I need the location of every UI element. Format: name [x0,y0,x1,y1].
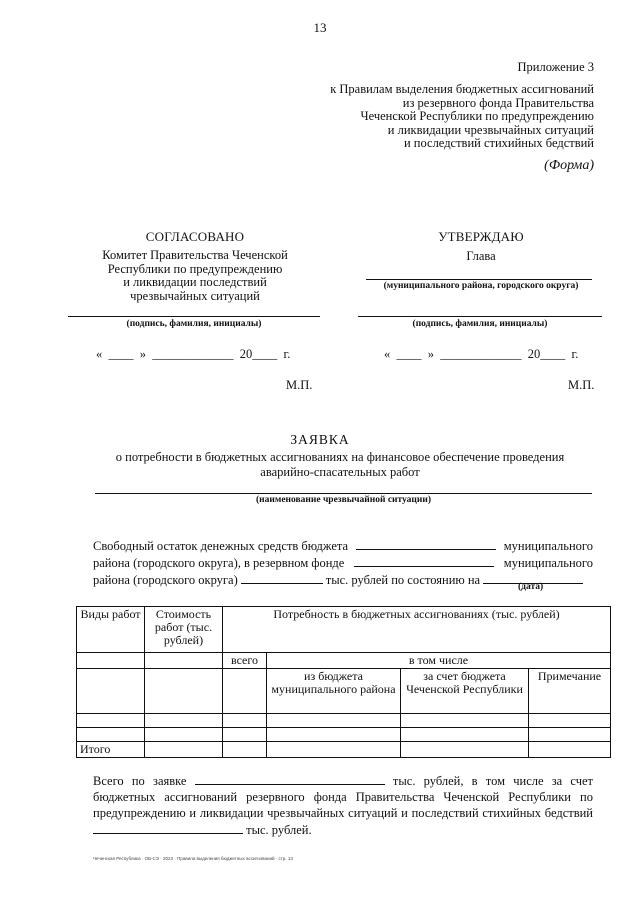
annex-line: и ликвидации чрезвычайных ситуаций [387,122,594,137]
header-including: в том числе [267,653,611,669]
balance-text: тыс. рублей по состоянию на [325,573,481,587]
header-need: Потребность в бюджетных ассигнованиях (тыс. рублей) [223,607,611,653]
approve-stamp-label: М.П. [568,378,595,392]
summary-total-blank [195,772,385,785]
table-row [77,607,611,653]
table-cell [145,728,223,742]
annex-line: к Правилам выделения бюджетных ассигнований [330,82,594,96]
header-municipal: из бюджета муниципального района [267,669,401,714]
situation-caption: (наименование чрезвычайной ситуации) [255,495,432,505]
amount-blank [241,571,323,584]
agreed-signature-line [68,316,320,317]
table-cell [401,728,529,742]
table-row [77,653,611,669]
annex-line: и последствий стихийных бедствий [403,136,594,150]
balance-paragraph [93,537,593,588]
header-republic: за счет бюджета Чеченской Республики [401,669,529,714]
table-cell [223,728,267,742]
balance-text: района (городского округа) [93,573,238,587]
table-cell [401,742,529,758]
approve-date-line: « ____ » _____________ 20____ г. [384,347,579,361]
agreed-date-line: « ____ » _____________ 20____ г. [96,347,291,361]
table-cell [77,714,145,728]
table-cell [223,669,267,714]
balance-text: муниципального [503,556,593,570]
balance-text: района (городского округа), в резервном фонде [93,556,345,570]
table-row [77,669,611,714]
footer-note: Чеченская Республика · ОБ-СЭ · 2023 · Правила выделения бюджетных ассигнований · стр. 13 [93,856,293,861]
table-cell [267,742,401,758]
table-row [77,714,611,728]
agreed-org-line: и ликвидации последствий [123,275,267,289]
header-total: всего [223,653,267,669]
agreed-heading: СОГЛАСОВАНО [145,229,245,244]
request-subtitle-line: аварийно-спасательных работ [260,465,420,479]
annex-title: Приложение 3 [517,60,594,74]
table-cell [529,742,611,758]
table-cell [145,653,223,669]
balance-blank [356,537,496,550]
summary-reserve-blank [93,821,243,834]
approve-heading: УТВЕРЖДАЮ [438,229,524,244]
balance-text: Свободный остаток денежных средств бюджета [93,539,349,553]
agreed-signature-caption: (подпись, фамилия, инициалы) [126,319,262,329]
total-label: Итого [77,742,145,758]
agreed-org-line: чрезвычайных ситуаций [130,288,260,303]
agreed-org-line: Комитет Правительства Чеченской [102,248,288,262]
agreed-stamp-label: М.П. [286,378,313,392]
summary-paragraph [93,772,593,838]
form-label: (Форма) [544,158,594,173]
approve-position-line [366,279,592,280]
balance-text: муниципального [503,539,593,553]
date-caption: (дата) [518,582,544,592]
table-cell [77,728,145,742]
table-row [77,728,611,742]
approve-signature-caption: (подпись, фамилия, инициалы) [412,319,548,329]
summary-text: Всего по заявке [93,774,187,788]
header-note: Примечание [529,669,611,714]
agreed-organization [70,249,320,303]
table-cell [145,742,223,758]
table-cell [267,728,401,742]
approve-signature-line [358,316,602,317]
table-cell [401,714,529,728]
summary-text: тыс. рублей, в том числе за счет бюджетных ассигнований резервного фонда Правительства Чеченской Республики по предупреждению и ликвидации чрезвычайных ситуаций и последствий стихийных бедствий [93,774,594,820]
table-cell [267,714,401,728]
annex-line: Чеченской Республики по предупреждению [360,109,594,123]
table-cell [529,714,611,728]
header-kind: Виды работ [77,607,145,653]
table-cell [77,653,145,669]
table-cell [77,669,145,714]
request-title: ЗАЯВКА [290,432,350,447]
table-cell [145,669,223,714]
reserve-blank [354,554,494,567]
agreed-org-line: Республики по предупреждению [107,261,283,276]
table-cell [145,714,223,728]
table-row [77,742,611,758]
table-cell [529,728,611,742]
annex-line: из резервного фонда Правительства [402,95,594,110]
approve-position: Глава [466,249,496,263]
header-cost: Стоимость работ (тыс. рублей) [145,607,223,653]
needs-table [76,606,611,758]
page-number: 13 [313,20,327,35]
summary-text: тыс. рублей. [246,823,312,837]
situation-line [95,493,592,494]
table-cell [223,742,267,758]
approve-position-caption: (муниципального района, городского округа) [383,281,579,291]
annex-description [264,83,594,151]
request-subtitle [100,450,580,480]
table-cell [223,714,267,728]
request-subtitle-line: о потребности в бюджетных ассигнованиях на финансовое обеспечение проведения [115,450,565,464]
